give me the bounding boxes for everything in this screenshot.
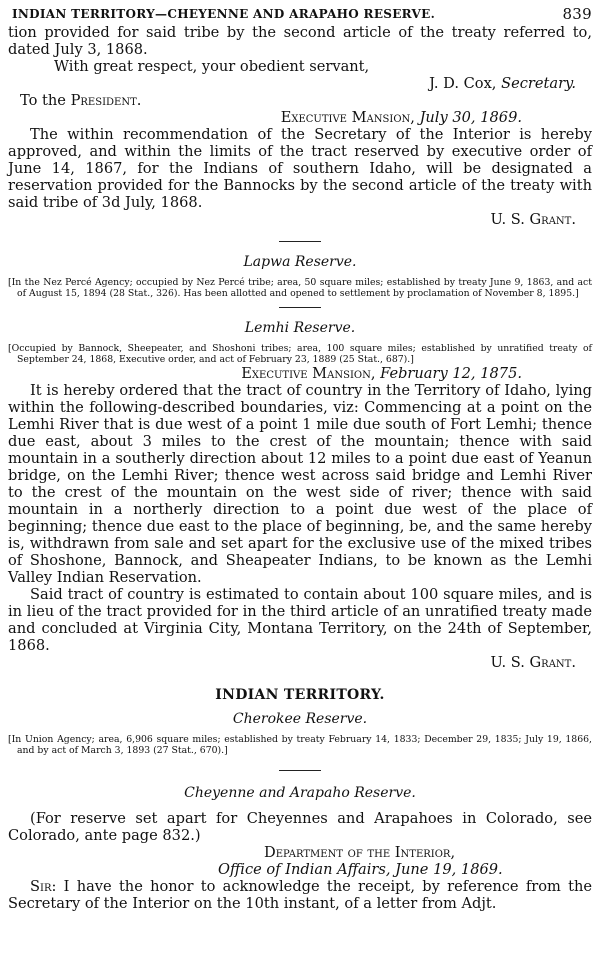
section-divider (279, 770, 321, 771)
lapwa-title: Lapwa Reserve. (243, 254, 357, 270)
valediction: With great respect, your obedient servant, (54, 58, 370, 75)
order-1-date: July 30, 1869. (419, 109, 522, 126)
cherokee-note-text: [In Union Agency; area, 6,906 square miles; established by treaty February 14, 1833; December 29, 1835; July 19, 1866, and by act of March 3, 1893 (27 Stat., 670).] (8, 734, 592, 756)
cheyenne-title: Cheyenne and Arapaho Reserve. (184, 785, 416, 801)
running-header (8, 4, 592, 24)
section-divider (279, 307, 321, 308)
cherokee-title: Cherokee Reserve. (232, 711, 368, 727)
lapwa-note-text: [In the Nez Percé Agency; occupied by Nez Percé tribe; area, 50 square miles; established by treaty June 9, 1863, and act of August 15, 1894 (28 Stat., 326). Has been allotted and opened to settlement by proclamation of November 8, 1895.] (8, 277, 592, 299)
lemhi-para-1: It is hereby ordered that the tract of country in the Territory of Idaho, lying within the following-described boundaries, viz: Commencing at a point on the Lemhi River that is due west of a point 1 mile due south of Fort Lemhi; thence due east, about 3 miles to the crest of the mountain; thence with said mountain in a southerly direction about 12 miles to a point due east of Yeanun bridge, on the Lemhi River; thence west across said bridge and Lemhi River to the crest of the mountain on the west side of river; thence with said mountain in a northerly direction to a point due west of the place of beginning; thence due east to the place of beginning, be, and the same hereby is, withdrawn from sale and set apart for the exclusive use of the mixed tribes of Shoshone, Bannock, and Sheapeater Indians, to be known as the Lemhi Valley Indian Reservation. (8, 382, 592, 586)
order-1-text: The within recommendation of the Secretary of the Interior is hereby approved, and within the limits of the tract reserved by executive order of June 14, 1867, for the Indians of southern Idaho, will be designated a reservation provided for the Bannocks by the second article of the treaty with said tribe of 3d July, 1868. (8, 126, 592, 211)
cox-letter-end (8, 24, 592, 109)
cox-closing-text: tion provided for said tribe by the second article of the treaty referred to, dated July 3, 1868. (8, 24, 592, 58)
signer-title: Secretary. (501, 75, 576, 92)
cox-signature (8, 75, 592, 92)
lemhi-place: Executive Mansion, (241, 365, 376, 382)
lemhi-note-text: [Occupied by Bannock, Sheepeater, and Shoshoni tribes; area, 100 square miles; established by unratified treaty of September 24, 1868, Executive order, and act of February 23, 1889 (25 Stat., 687).] (8, 343, 592, 365)
signer-name: J. D. Cox, (429, 75, 497, 92)
dept-line: Department of the Interior, (264, 844, 456, 861)
page-number: 839 (562, 5, 592, 23)
lapwa-note (8, 278, 592, 299)
grant-order-1 (8, 109, 592, 228)
salutation: Sir: (30, 878, 57, 895)
document-page (8, 4, 592, 912)
lemhi-title: Lemhi Reserve. (244, 320, 356, 336)
cross-reference: (For reserve set apart for Cheyennes and Arapahoes in Colorado, see Colorado, ante page 832.) (8, 810, 592, 844)
cheyenne-section (8, 810, 592, 912)
lemhi-dateline (8, 365, 592, 382)
lemhi-order (8, 365, 592, 671)
office-date-line (8, 861, 592, 878)
addressee-prefix: To the (20, 92, 66, 109)
cherokee-note (8, 735, 592, 756)
cheyenne-letter-body: I have the honor to acknowledge the receipt, by reference from the Secretary of the Interior on the 10th instant, of a letter from Adjt. (8, 878, 592, 912)
lemhi-signature: U. S. Grant. (490, 654, 576, 671)
addressee: President. (70, 92, 142, 109)
lemhi-date: February 12, 1875. (380, 365, 522, 382)
section-divider (279, 241, 321, 242)
order-1-signature: U. S. Grant. (490, 211, 576, 228)
indian-territory-heading: INDIAN TERRITORY. (215, 687, 385, 703)
lemhi-note (8, 344, 592, 365)
order-1-dateline (8, 109, 592, 126)
running-title: INDIAN TERRITORY—CHEYENNE AND ARAPAHO RESERVE. (12, 7, 436, 21)
lemhi-para-2: Said tract of country is estimated to contain about 100 square miles, and is in lieu of the tract provided for in the third article of an unratified treaty made and concluded at Virginia City, Montana Territory, on the 24th of September, 1868. (8, 586, 592, 654)
order-1-place: Executive Mansion, (280, 109, 415, 126)
office-date: Office of Indian Affairs, June 19, 1869. (218, 861, 503, 878)
addressee-line (8, 92, 592, 109)
cheyenne-letter-text (8, 878, 592, 912)
